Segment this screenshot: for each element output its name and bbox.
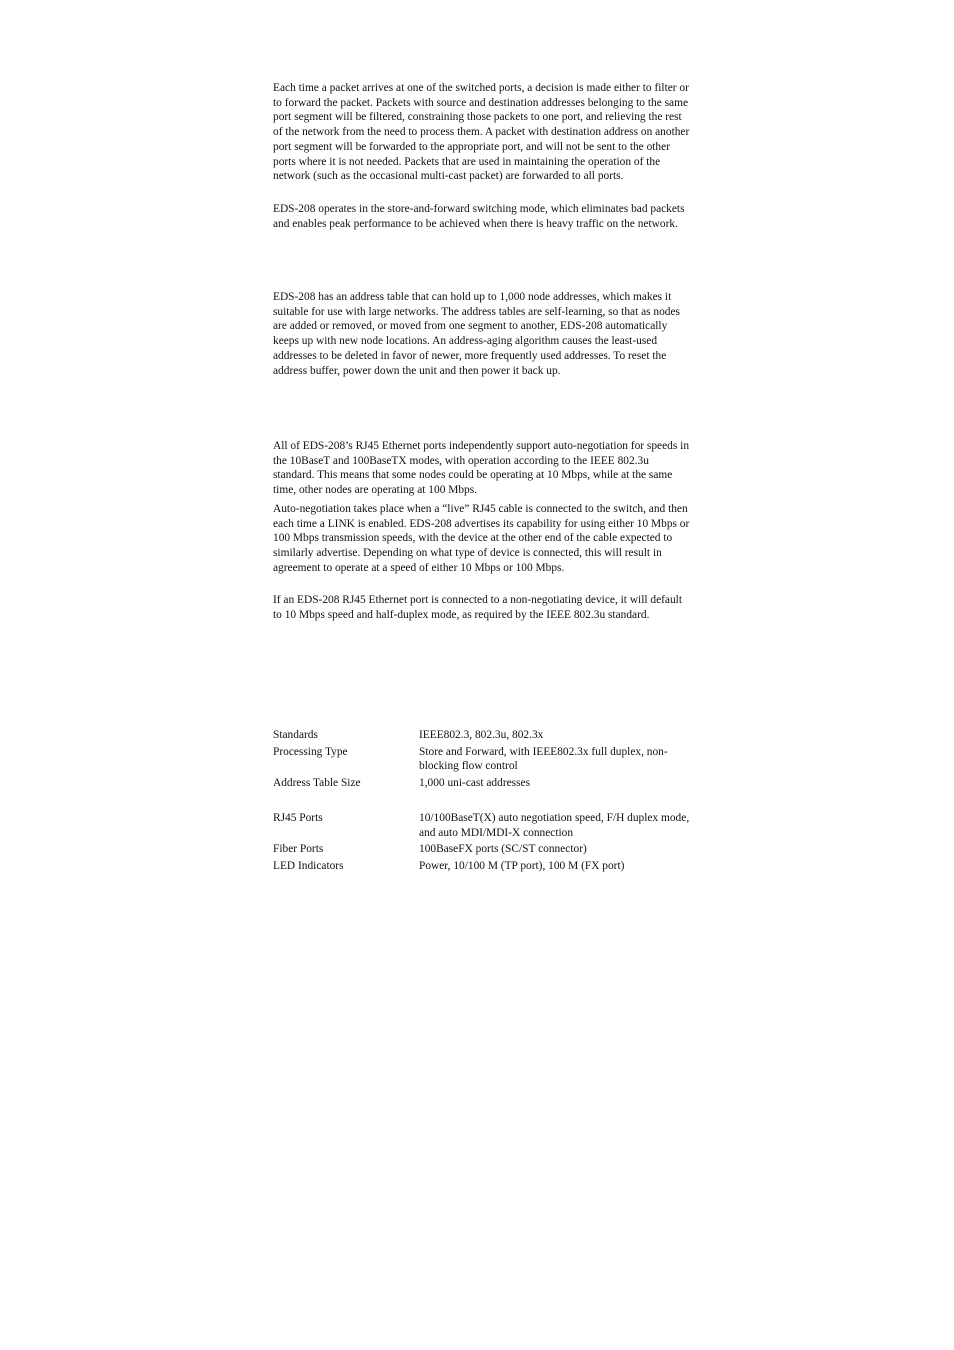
spec-label: RJ45 Ports [273, 811, 323, 824]
spec-row-led-indicators [273, 859, 693, 876]
spec-value: Power, 10/100 M (TP port), 100 M (FX port) [419, 859, 625, 872]
spec-row-address-table-size [273, 776, 693, 811]
paragraph-address-table: EDS-208 has an address table that can hold up to 1,000 node addresses, which makes it suitable for use with large networks. The address tables are self-learning, so that as nodes are added or removed, or moved from one segment to another, EDS-208 automatically keeps up with new node locations. An address-aging algorithm causes the least-used addresses to be deleted in favor of newer, more frequently used addresses. To reset the address buffer, power down the unit and then power it back up. [273, 291, 680, 377]
spec-value: 1,000 uni-cast addresses [419, 777, 531, 790]
paragraph-non-negotiating-device: If an EDS-208 RJ45 Ethernet port is connected to a non-negotiating device, it will default to 10 Mbps speed and half-duplex mode, as required by the IEEE 802.3u standard. [273, 594, 683, 621]
spec-value: IEEE802.3, 802.3u, 802.3x [419, 729, 544, 741]
spec-row-fiber-ports [273, 842, 693, 859]
paragraph-packet-filtering: Each time a packet arrives at one of the switched ports, a decision is made either to filter or to forward the packet. Packets with source and destination addresses belonging to the same port segment will be filtered, constraining those packets to one port, and relieving the rest of the network from the need to process them. A packet with destination address on another port segment will be forwarded to the appropriate port, and will not be sent to the other ports where it is not needed. Packets that are used in maintaining the operation of the network (such as the occasional multi-cast packet) are forwarded to all ports. [273, 82, 690, 183]
spec-row-processing-type [273, 745, 693, 776]
spec-value: 100BaseFX ports (SC/ST connector) [419, 843, 587, 856]
spec-label: Fiber Ports [273, 843, 324, 856]
spec-label: Processing Type [273, 745, 348, 758]
paragraph-auto-negotiation-support: All of EDS-208’s RJ45 Ethernet ports independently support auto-negotiation for speeds in the 10BaseT and 100BaseTX modes, with operation according to the IEEE 802.3u standard. This means that some nodes could be operating at 10 Mbps, while at the same time, other nodes are operating at 100 Mbps. [273, 440, 690, 497]
spec-value: Store and Forward, with IEEE802.3x full duplex, non-blocking flow control [419, 745, 668, 773]
spec-label: Address Table Size [273, 777, 361, 790]
paragraph-auto-negotiation-process: Auto-negotiation takes place when a “live” RJ45 cable is connected to the switch, and then each time a LINK is enabled. EDS-208 advertises its capability for using either 10 Mbps or 100 Mbps transmission speeds, with the device at the other end of the cable expected to similarly advertise. Depending on what type of device is connected, this will result in agreement to operate at a speed of either 10 Mbps or 100 Mbps. [273, 503, 690, 574]
paragraph-store-and-forward: EDS-208 operates in the store-and-forward switching mode, which eliminates bad packets and enables peak performance to be achieved when there is heavy traffic on the network. [273, 203, 685, 230]
spec-row-standards [273, 728, 693, 745]
spec-label: LED Indicators [273, 859, 344, 872]
spec-value: 10/100BaseT(X) auto negotiation speed, F/H duplex mode, and auto MDI/MDI-X connection [419, 811, 690, 839]
spec-row-rj45-ports [273, 811, 693, 842]
specifications-table [273, 728, 693, 876]
spec-label: Standards [273, 729, 318, 741]
